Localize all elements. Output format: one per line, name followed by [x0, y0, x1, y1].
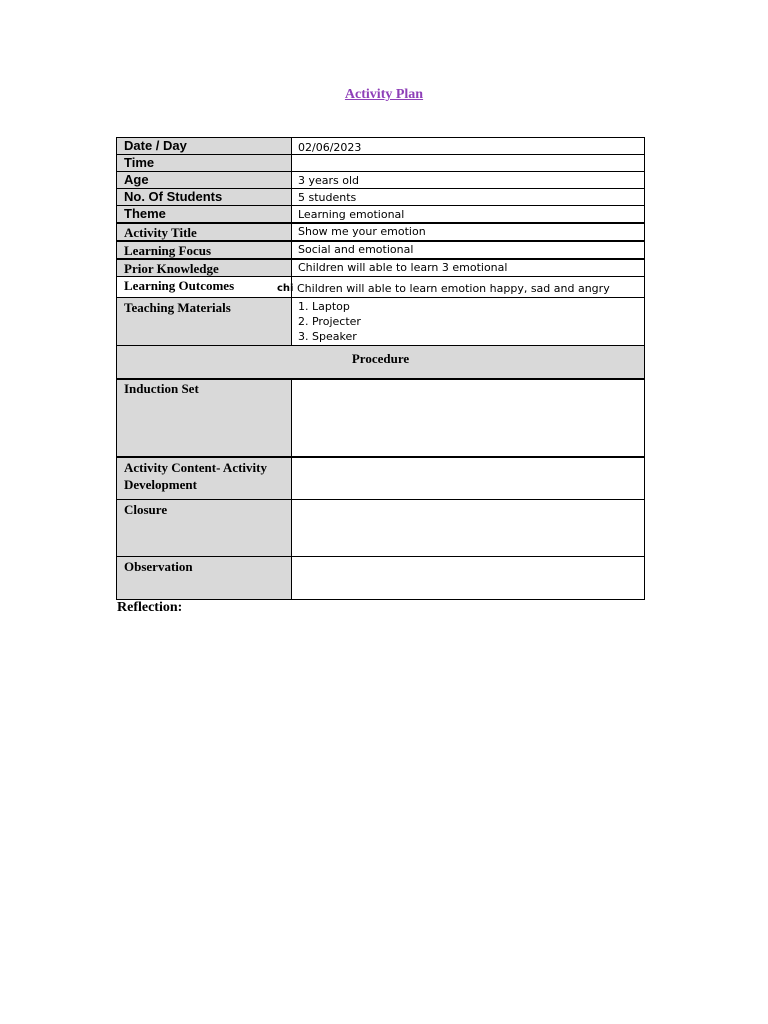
procedure-heading: Procedure [116, 345, 645, 378]
label-learning-outcomes-text: Learning Outcomes [124, 278, 235, 293]
row-induction-set [116, 378, 645, 456]
value-teaching-materials[interactable] [292, 297, 645, 345]
materials-item: 1. Laptop [298, 300, 350, 313]
row-learning-outcomes [116, 276, 645, 297]
label-age: Age [116, 171, 292, 188]
row-closure [116, 499, 645, 556]
page-title: Activity Plan [344, 87, 424, 102]
label-learning-outcomes [116, 276, 292, 297]
label-induction-set: Induction Set [116, 378, 292, 456]
materials-list [298, 299, 644, 344]
label-teaching-materials: Teaching Materials [116, 297, 292, 345]
value-time[interactable] [292, 154, 645, 171]
label-time: Time [116, 154, 292, 171]
label-students: No. Of Students [116, 188, 292, 205]
label-closure: Closure [116, 499, 292, 556]
value-activity-content[interactable] [292, 456, 645, 499]
row-date [116, 137, 645, 154]
value-age[interactable]: 3 years old [292, 171, 645, 188]
value-students[interactable]: 5 students [292, 188, 645, 205]
activity-plan-table [116, 137, 645, 600]
label-learning-focus: Learning Focus [116, 240, 292, 258]
row-teaching-materials [116, 297, 645, 345]
row-activity-title [116, 222, 645, 240]
label-activity-title: Activity Title [116, 222, 292, 240]
row-observation [116, 556, 645, 600]
label-prior-knowledge: Prior Knowledge [116, 258, 292, 276]
value-activity-title[interactable]: Show me your emotion [292, 222, 645, 240]
row-learning-focus [116, 240, 645, 258]
table-bottom-border [116, 599, 645, 600]
row-theme [116, 205, 645, 222]
value-date[interactable]: 02/06/2023 [292, 137, 645, 154]
value-induction-set[interactable] [292, 378, 645, 456]
row-time [116, 154, 645, 171]
row-activity-content [116, 456, 645, 499]
value-theme[interactable]: Learning emotional [292, 205, 645, 222]
label-activity-content: Activity Content- Activity Development [116, 456, 292, 499]
value-observation[interactable] [292, 556, 645, 600]
value-closure[interactable] [292, 499, 645, 556]
value-prior-knowledge[interactable]: Children will able to learn 3 emotional [292, 258, 645, 276]
label-observation: Observation [116, 556, 292, 600]
overflow-text: chi [277, 283, 294, 294]
value-learning-outcomes[interactable]: Children will able to learn emotion happy, sad and angry [292, 276, 645, 297]
label-date: Date / Day [116, 137, 292, 154]
label-theme: Theme [116, 205, 292, 222]
materials-item: 3. Speaker [298, 330, 357, 343]
value-learning-focus[interactable]: Social and emotional [292, 240, 645, 258]
reflection-label: Reflection: [117, 600, 183, 615]
row-prior-knowledge [116, 258, 645, 276]
materials-item: 2. Projecter [298, 315, 361, 328]
row-students [116, 188, 645, 205]
row-age [116, 171, 645, 188]
